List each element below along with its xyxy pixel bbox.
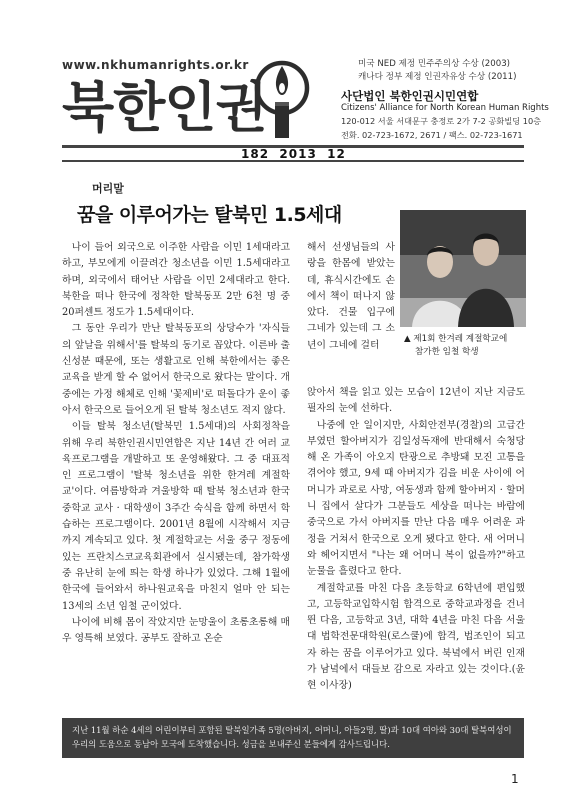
award-line: 캐나다 정부 제정 인권자유상 수상 (2011)	[358, 72, 517, 82]
article-column-left	[62, 240, 290, 647]
masthead-title: 북한인권	[62, 76, 267, 139]
article-photo	[400, 210, 526, 327]
article-column-right-top	[307, 240, 395, 354]
award-line: 미국 NED 제정 민주주의상 수상 (2003)	[358, 59, 511, 69]
page-number: 1	[511, 772, 519, 786]
site-url[interactable]: www.nkhumanrights.or.kr	[62, 58, 249, 72]
org-name: 사단법인 북한인권시민연합	[341, 89, 479, 103]
article-column-right	[307, 385, 525, 695]
org-phone: 전화. 02-723-1672, 2671 / 팩스. 02-723-1671	[341, 130, 523, 140]
paragraph: 해서 선생님들의 사랑을 한몸에 받았는데, 휴식시간에도 손에서 책이 떠나지 않았다. 건물 입구에 그네가 있는데 그 소년이 그네에 걸터	[307, 242, 395, 351]
awards-list	[358, 58, 516, 84]
footer-notice: 지난 11월 하순 4세의 어린이부터 포함된 탈북일가족 5명(아버지, 어머니, 아들2명, 딸)과 10대 여아와 30대 탈북여성이 우리의 도움으로 동남아 모국에 도착했습니다. 성금을 보내주신 분들에게 감사드립니다.	[62, 718, 524, 758]
article-headline: 꿈을 이루어가는 탈북민 1.5세대	[77, 204, 342, 226]
paragraph: 나중에 안 일이지만, 사회안전부(경찰)의 고급간부였던 할아버지가 김일성독재에 반대해서 숙청당해 온 가족이 아오지 탄광으로 추방돼 모진 고통을 겪어야 했고, 9세 때 아버지가 김을 비운 사이에 어머니가 과로로 사망, 여동생과 함께 할아버지 · 할머니 집에서 살다가 그분들도 세상을 떠나는 바람에 중국으로 가서 아버지를 만난 다음 매우 어려운 과정을 거쳐서 한국으로 오게 됐다고 한다. 새 어머니와 헤어지면서 "나는 왜 어머니 복이 없을까?"하고 눈물을 흘렸다고 한다.	[307, 419, 525, 578]
caption-line: 참가한 임철 학생	[415, 347, 479, 357]
org-name-english: Citizens' Alliance for North Korean Human Rights	[341, 103, 549, 113]
paragraph: 나이 들어 외국으로 이주한 사람을 이민 1세대라고 하고, 부모에게 이끌려간 청소년을 이민 1.5세대라고 하며, 외국에서 태어난 사람을 이민 2세대라고 한다. 북한을 떠나 한국에 정착한 탈북동포 2만 6천 명 중 20퍼센트 정도가 1.5세대이다.	[62, 242, 290, 319]
org-address: 120-012 서울 서대문구 충정로 2가 7-2 공화빌딩 10층	[341, 116, 542, 126]
photo-caption	[404, 333, 507, 359]
paragraph: 앉아서 책을 읽고 있는 모습이 12년이 지난 지금도 필자의 눈에 선하다.	[307, 387, 525, 415]
paragraph: 이들 탈북 청소년(탈북민 1.5세대)의 사회정착을 위해 우리 북한인권시민연합은 지난 14년 간 여러 교육프로그램을 개발하고 또 운영해왔다. 그 중 대표적인 프로그램이 '탈북 청소년을 위한 한겨레 계절학교'이다. 여름방학과 겨울방학 때 탈북 청소년과 한국 중학교 교사 · 대학생이 3주간 숙식을 함께 하면서 학습하는 프로그램이다. 2001년 8월에 시작해서 지금까지 계속되고 있다. 첫 계절학교는 서울 중구 정동에 있는 프란치스코교육회관에서 실시됐는데, 참가학생 중 유난히 눈에 띄는 학생 하나가 있었다. 그해 1월에 한국에 들어와서 하나원교육을 마친지 얼마 안 되는 13세의 소년 임철 군이었다.	[62, 421, 290, 612]
candle-logo-icon	[254, 58, 310, 140]
caption-line: ▲ 제1회 한겨레 계절학교에	[404, 334, 508, 344]
paragraph: 그 동안 우리가 만난 탈북동포의 상당수가 '자식들의 앞날을 위해서'를 탈북의 동기로 꼽았다. 이른바 출신성분 때문에, 또는 생활고로 인해 북한에서는 좋은 교육을 받게 할 수 없어서 한국으로 왔다는 말이다. 개중에는 가정 해체로 인해 '꽃제비'로 떠돌다가 운이 좋아서 한국으로 들어오게 된 탈북 청소년도 적지 않다.	[62, 323, 290, 416]
paragraph: 계절학교를 마친 다음 초등학교 6학년에 편입했고, 고등학교입학시험 합격으로 중학교과정을 건너 뛴 다음, 고등학교 3년, 대학 4년을 마친 다음 서울대 법학전문대학원(로스쿨)에 합격, 법조인이 되고자 하는 꿈을 이루어가고 있다. 북녘에서 버린 인재가 남녘에서 대들보 감으로 자라고 있는 것이다.(윤현 이사장)	[307, 582, 525, 692]
issue-number: 182 2013 12	[241, 147, 346, 161]
paragraph: 나이에 비해 몸이 작았지만 눈망울이 초롱초롱해 매우 영특해 보였다. 공부도 잘하고 온순	[62, 616, 290, 645]
section-label: 머리말	[92, 182, 124, 195]
